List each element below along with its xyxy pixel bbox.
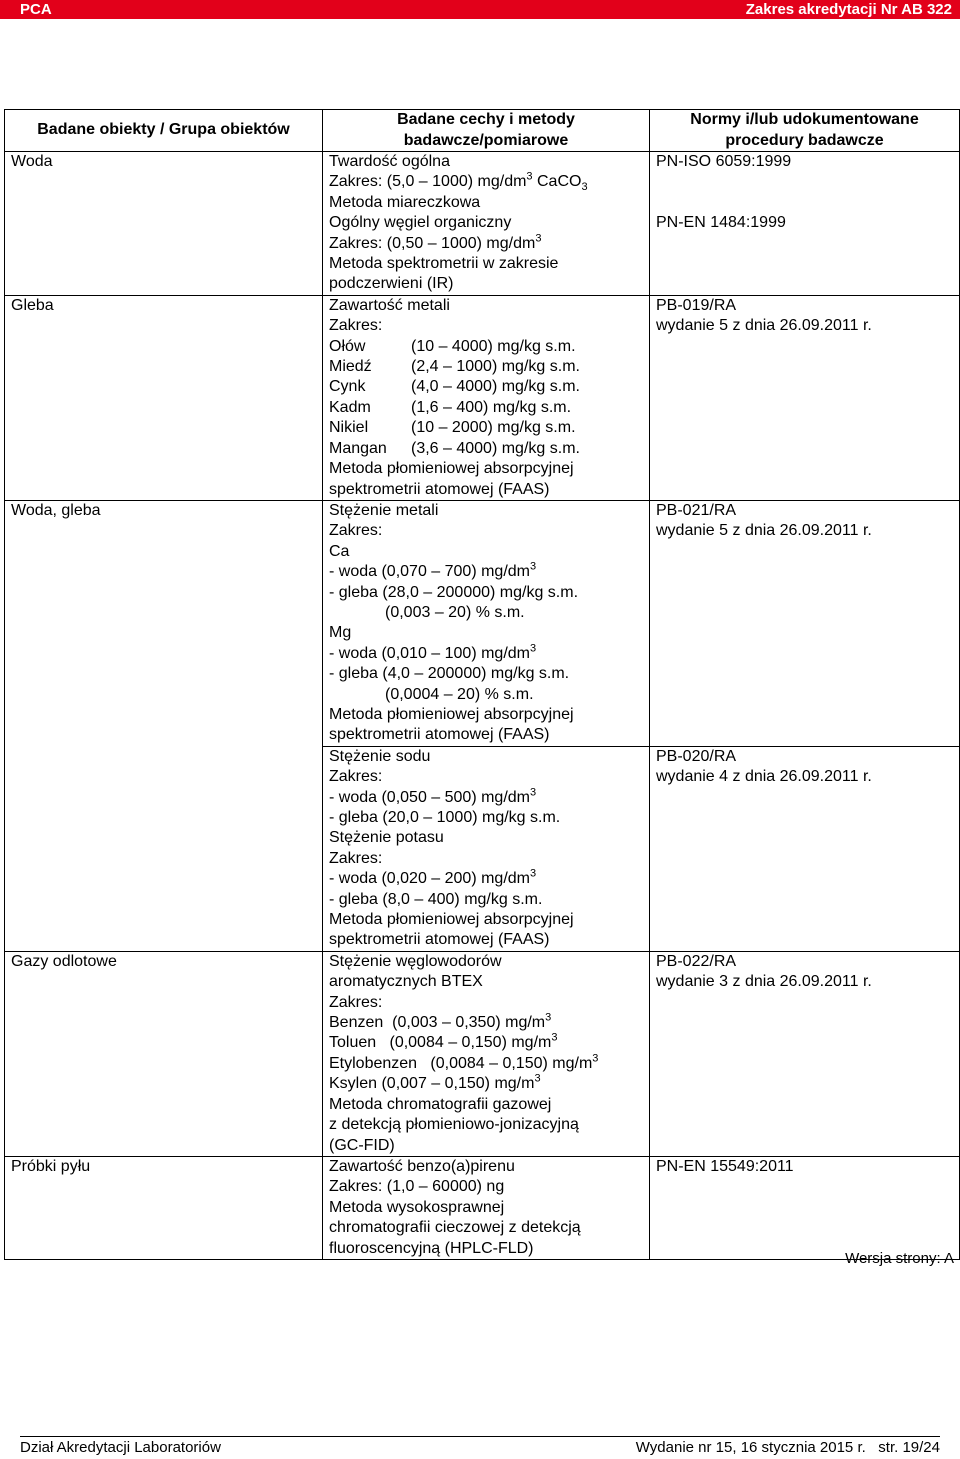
method-line: - woda (0,050 – 500) $mg/dm^3$ <box>329 786 537 806</box>
norm-cell <box>650 213 960 295</box>
method-line: Zakres: (0,50 – 1000) $mg/dm^3$ <box>329 232 542 252</box>
object-name: Gazy odlotowe <box>11 952 117 970</box>
norm-line: PN-EN 1484:1999 <box>656 214 786 232</box>
object-name: Gleba <box>11 296 54 314</box>
method-line: - woda (0,010 – 100) $mg/dm^3$ <box>329 642 537 662</box>
method-line: Metoda płomieniowej absorpcyjnej <box>329 460 574 478</box>
method-line: spektrometrii atomowej (FAAS) <box>329 931 550 949</box>
norm-cell <box>650 152 960 214</box>
footer-edition: Wydanie nr 15, 16 stycznia 2015 r. str. 19/24 <box>635 1439 940 1456</box>
method-line: podczerwieni (IR) <box>329 275 454 293</box>
method-cell <box>323 746 650 951</box>
table-row <box>5 746 960 951</box>
method-cell <box>323 1156 650 1259</box>
method-line: fluoroscencyjną (HPLC-FLD) <box>329 1239 534 1257</box>
method-line: Zakres: <box>329 993 383 1011</box>
method-line: (0,003 – 20) % s.m. <box>385 603 525 621</box>
method-line: Zakres: (5,0 – 1000) $mg/dm^3$ CaCO$_3$ <box>329 171 588 194</box>
method-line: spektrometrii atomowej (FAAS) <box>329 480 550 498</box>
method-line: Metoda chromatografii gazowej <box>329 1095 552 1113</box>
method-cell <box>323 951 650 1156</box>
accreditation-table <box>4 109 960 1260</box>
method-line: Zakres: <box>329 317 383 335</box>
method-line: spektrometrii atomowej (FAAS) <box>329 726 550 744</box>
norm-cell <box>650 1156 960 1259</box>
norm-edition: wydanie 5 z dnia 26.09.2011 r. <box>656 317 872 335</box>
method-line: Metoda płomieniowej absorpcyjnej <box>329 911 574 929</box>
method-line: Zakres: <box>329 849 383 867</box>
column-header-objects: Badane obiekty / Grupa obiektów <box>5 110 323 152</box>
method-line: Zakres: <box>329 768 383 786</box>
object-cell <box>5 213 323 295</box>
object-cell <box>5 500 323 746</box>
header-org: PCA <box>20 1 52 18</box>
object-cell <box>5 746 323 951</box>
norm-line: PN-EN 15549:2011 <box>656 1157 794 1175</box>
method-line: Benzen (0,003 – 0,350) $mg/m^3$ <box>329 1011 552 1032</box>
method-line: Etylobenzen (0,0084 – 0,150) $mg/m^3$ <box>329 1052 599 1072</box>
table-row <box>5 1156 960 1259</box>
table-row <box>5 152 960 214</box>
method-line: Metoda płomieniowej absorpcyjnej <box>329 705 574 723</box>
method-line: aromatycznych BTEX <box>329 973 483 991</box>
method-line: Zawartość benzo(a)pirenu <box>329 1157 515 1175</box>
column-header-norms: Normy i/lub udokumentowane procedury badawcze <box>650 110 960 152</box>
method-line: - gleba (8,0 – 400) mg/kg s.m. <box>329 890 543 908</box>
method-line: - woda (0,020 – 200) $mg/dm^3$ <box>329 867 537 888</box>
norm-cell <box>650 295 960 500</box>
method-line: (GC-FID) <box>329 1136 395 1154</box>
norm-line: PB-022/RA <box>656 952 737 970</box>
object-name: Woda, gleba <box>11 501 101 519</box>
method-line: Zakres: <box>329 522 383 540</box>
method-line: z detekcją płomieniowo-jonizacyjną <box>329 1116 579 1134</box>
norm-edition: wydanie 4 z dnia 26.09.2011 r. <box>656 768 872 786</box>
method-line: Stężenie metali <box>329 501 439 519</box>
footer-divider <box>20 1436 940 1437</box>
method-line: Stężenie potasu <box>329 829 444 847</box>
header-bar <box>0 0 960 19</box>
norm-line: PB-020/RA <box>656 747 737 765</box>
column-header-methods: Badane cechy i metody badawcze/pomiarowe <box>323 110 650 152</box>
header-title: Zakres akredytacji Nr AB 322 <box>745 1 952 18</box>
table-row <box>5 500 960 746</box>
metal-line: Mangan (3,6 – 4000) mg/kg s.m. <box>329 439 580 457</box>
method-line: Ogólny węgiel organiczny <box>329 214 512 232</box>
method-line: Ca <box>329 542 350 560</box>
footer-department: Dział Akredytacji Laboratoriów <box>20 1439 221 1456</box>
method-line: Ksylen (0,007 – 0,150) $mg/m^3$ <box>329 1072 541 1093</box>
method-cell <box>323 295 650 500</box>
method-line: Metoda wysokosprawnej <box>329 1198 505 1216</box>
method-line: Zakres: (1,0 – 60000) ng <box>329 1178 505 1196</box>
method-line: - gleba (4,0 – 200000) mg/kg s.m. <box>329 665 570 683</box>
method-cell <box>323 152 650 214</box>
norm-edition: wydanie 3 z dnia 26.09.2011 r. <box>656 973 872 991</box>
object-name: Woda <box>11 153 53 170</box>
method-line: (0,0004 – 20) % s.m. <box>385 685 534 703</box>
method-line: Zawartość metali <box>329 296 450 314</box>
norm-line: PB-021/RA <box>656 501 737 519</box>
metal-line: Miedź (2,4 – 1000) mg/kg s.m. <box>329 358 580 376</box>
table-header-row <box>5 110 960 152</box>
table-row <box>5 213 960 295</box>
object-cell <box>5 295 323 500</box>
page-version: Wersja strony: A <box>845 1250 954 1267</box>
method-line: Mg <box>329 624 352 642</box>
method-line: Toluen (0,0084 – 0,150) $mg/m^3$ <box>329 1032 558 1052</box>
metal-line: Kadm (1,6 – 400) mg/kg s.m. <box>329 398 572 416</box>
metal-line: Cynk (4,0 – 4000) mg/kg s.m. <box>329 378 580 396</box>
method-line: - woda (0,070 – 700) $mg/dm^3$ <box>329 560 537 581</box>
table-row <box>5 295 960 500</box>
norm-cell <box>650 951 960 1156</box>
table-row <box>5 951 960 1156</box>
method-line: - gleba (20,0 – 1000) mg/kg s.m. <box>329 809 561 826</box>
norm-line: PN-ISO 6059:1999 <box>656 153 792 170</box>
method-line: Twardość ogólna <box>329 153 450 170</box>
metal-line: Nikiel (10 – 2000) mg/kg s.m. <box>329 419 576 437</box>
method-line: Stężenie sodu <box>329 747 431 765</box>
method-line: Metoda miareczkowa <box>329 193 481 211</box>
object-name: Próbki pyłu <box>11 1157 91 1175</box>
object-cell <box>5 951 323 1156</box>
norm-edition: wydanie 5 z dnia 26.09.2011 r. <box>656 522 872 540</box>
metal-line: Ołów (10 – 4000) mg/kg s.m. <box>329 337 576 355</box>
method-line: - gleba (28,0 – 200000) mg/kg s.m. <box>329 583 579 601</box>
object-cell <box>5 152 323 214</box>
norm-line: PB-019/RA <box>656 296 737 314</box>
object-cell <box>5 1156 323 1259</box>
method-cell <box>323 213 650 295</box>
norm-cell <box>650 746 960 951</box>
method-line: Metoda spektrometrii w zakresie <box>329 255 559 273</box>
method-cell <box>323 500 650 746</box>
norm-cell <box>650 500 960 746</box>
method-line: Stężenie węglowodorów <box>329 952 502 970</box>
method-line: chromatografii cieczowej z detekcją <box>329 1219 581 1237</box>
